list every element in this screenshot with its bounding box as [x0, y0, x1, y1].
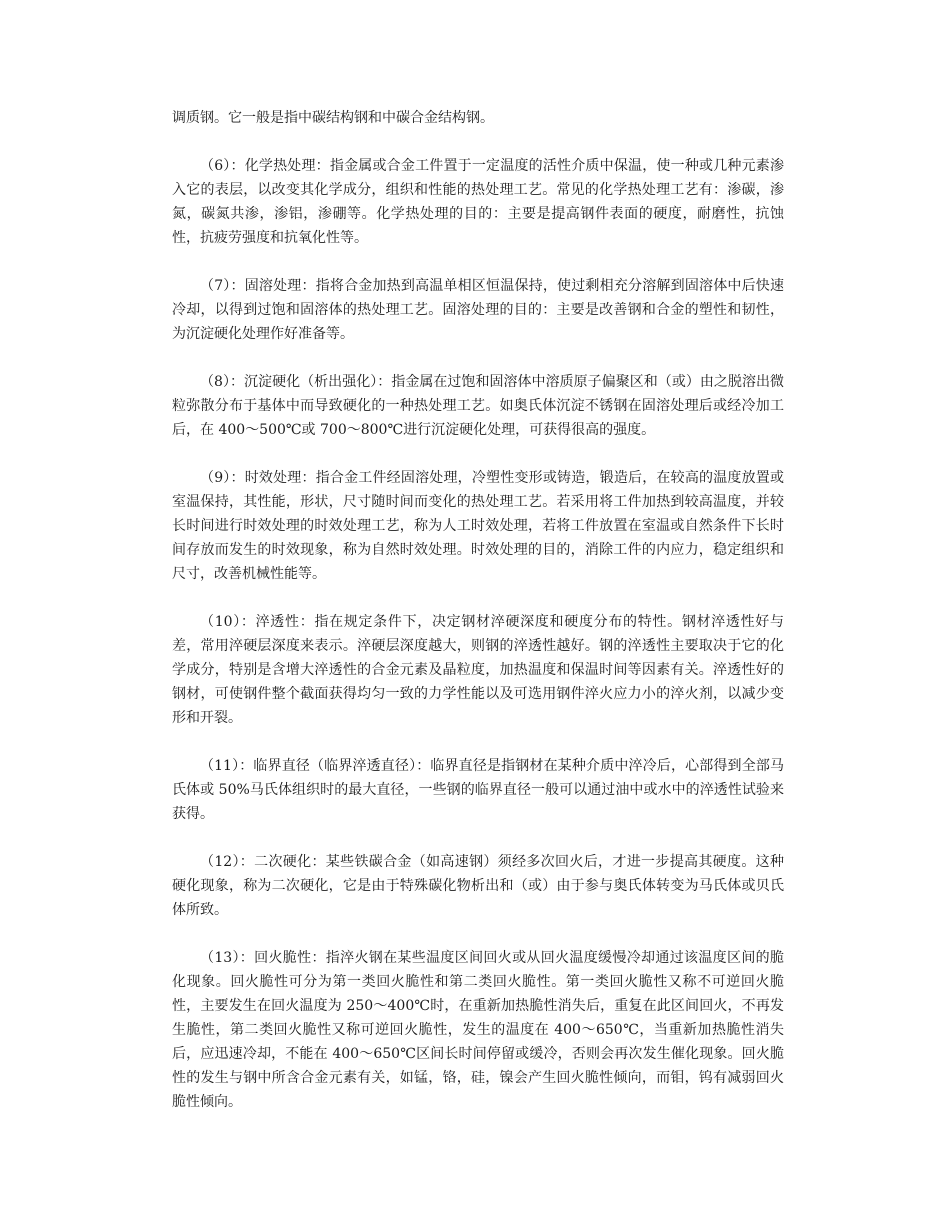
paragraph-chemical-heat-treatment: （6）：化学热处理：指金属或合金工件置于一定温度的活性介质中保温，使一种或几种元素渗入它的表层，以改变其化学成分，组织和性能的热处理工艺。常见的化学热处理工艺有：渗碳，渗氮，碳氮共渗，渗铝，渗硼等。化学热处理的目的：主要是提高钢件表面的硬度，耐磨性，抗蚀性，抗疲劳强度和抗氧化性等。 — [172, 158, 784, 246]
document-body — [172, 106, 784, 1138]
paragraph-hardenability: （10）：淬透性：指在规定条件下，决定钢材淬硬深度和硬度分布的特性。钢材淬透性好与差，常用淬硬层深度来表示。淬硬层深度越大，则钢的淬透性越好。钢的淬透性主要取决于它的化学成分，特别是含增大淬透性的合金元素及晶粒度，加热温度和保温时间等因素有关。淬透性好的钢材，可使钢件整个截面获得均匀一致的力学性能以及可选用钢件淬火应力小的淬火剂，以减少变形和开裂。 — [172, 614, 784, 726]
paragraph-temper-brittleness: （13）：回火脆性：指淬火钢在某些温度区间回火或从回火温度缓慢冷却通过该温度区间的脆化现象。回火脆性可分为第一类回火脆性和第二类回火脆性。第一类回火脆性又称不可逆回火脆性，主要发生在回火温度为 250～400℃时，在重新加热脆性消失后，重复在此区间回火，不再发生脆性，第二类回火脆性又称可逆回火脆性，发生的温度在 400～650℃，当重新加热脆性消失后，应迅速冷却，不能在 400～650℃区间长时间停留或缓冷，否则会再次发生催化现象。回火脆性的发生与钢中所含合金元素有关，如锰，铬，硅，镍会产生回火脆性倾向，而钼，钨有减弱回火脆性倾向。 — [172, 950, 784, 1110]
paragraph-precipitation-hardening: （8）：沉淀硬化（析出强化）：指金属在过饱和固溶体中溶质原子偏聚区和（或）由之脱溶出微粒弥散分布于基体中而导致硬化的一种热处理工艺。如奥氏体沉淀不锈钢在固溶处理后或经冷加工后，在 400～500℃或 700～800℃进行沉淀硬化处理，可获得很高的强度。 — [172, 374, 784, 438]
paragraph-critical-diameter: （11）：临界直径（临界淬透直径）：临界直径是指钢材在某种介质中淬冷后，心部得到全部马氏体或 50%马氏体组织时的最大直径，一些钢的临界直径一般可以通过油中或水中的淬透性试验来获得。 — [172, 758, 784, 822]
paragraph-aging-treatment: （9）：时效处理：指合金工件经固溶处理，冷塑性变形或铸造，锻造后，在较高的温度放置或室温保持，其性能，形状，尺寸随时间而变化的热处理工艺。若采用将工件加热到较高温度，并较长时间进行时效处理的时效处理工艺，称为人工时效处理，若将工件放置在室温或自然条件下长时间存放而发生的时效现象，称为自然时效处理。时效处理的目的，消除工件的内应力，稳定组织和尺寸，改善机械性能等。 — [172, 470, 784, 582]
paragraph-solution-treatment: （7）：固溶处理：指将合金加热到高温单相区恒温保持，使过剩相充分溶解到固溶体中后快速冷却，以得到过饱和固溶体的热处理工艺。固溶处理的目的：主要是改善钢和合金的塑性和韧性，为沉淀硬化处理作好准备等。 — [172, 278, 784, 342]
paragraph-continuation: 调质钢。它一般是指中碳结构钢和中碳合金结构钢。 — [172, 110, 494, 126]
paragraph-secondary-hardening: （12）：二次硬化：某些铁碳合金（如高速钢）须经多次回火后，才进一步提高其硬度。这种硬化现象，称为二次硬化，它是由于特殊碳化物析出和（或）由于参与奥氏体转变为马氏体或贝氏体所致。 — [172, 854, 784, 918]
